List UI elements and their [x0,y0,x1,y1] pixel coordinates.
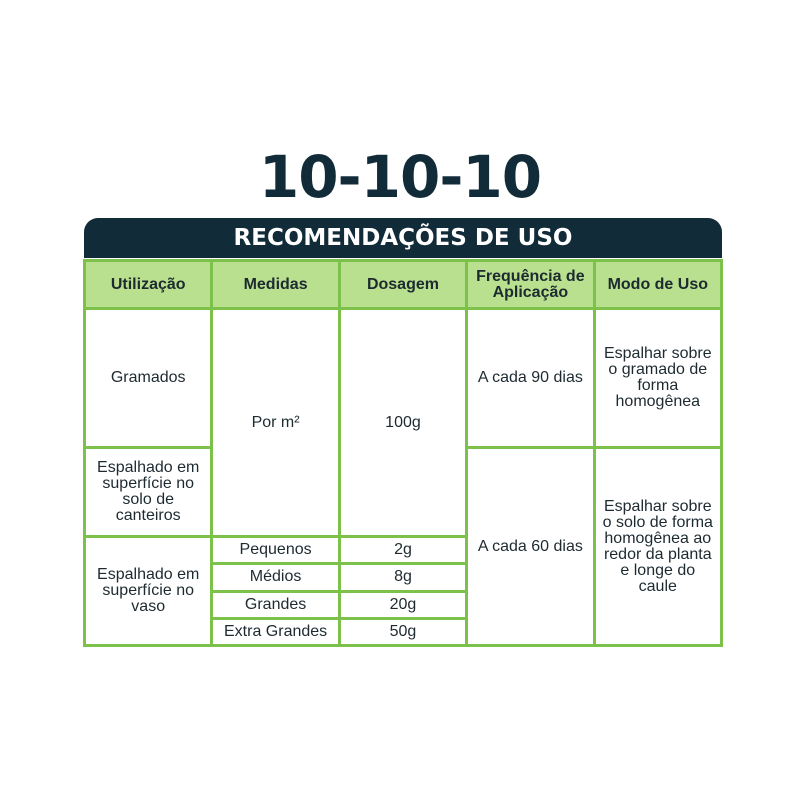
cell-pot-size: Extra Grandes [212,618,339,645]
table-row [85,309,722,448]
cell-pot-size: Grandes [212,591,339,618]
cell-gramados: Gramados [85,309,212,448]
cell-modo-vaso: Espalhar sobre o solo de forma homogênea ao redor da planta e longe do caule [594,448,721,646]
header-utilizacao: Utilização [85,261,212,309]
recommendations-table [83,259,723,647]
cell-por-m2: Por m² [212,309,339,537]
header-medidas: Medidas [212,261,339,309]
cell-pot-dose: 8g [339,564,466,591]
header-modo: Modo de Uso [594,261,721,309]
header-frequencia: Frequência de Aplicação [467,261,594,309]
page-title: 10-10-10 [258,143,542,211]
table-header-row [85,261,722,309]
cell-pot-size: Pequenos [212,537,339,564]
cell-pot-dose: 50g [339,618,466,645]
cell-freq-90: A cada 90 dias [467,309,594,448]
cell-canteiros: Espalhado em superfície no solo de canteiros [85,448,212,537]
cell-pot-size: Médios [212,564,339,591]
cell-modo-gramado: Espalhar sobre o gramado de forma homogênea [594,309,721,448]
section-banner: RECOMENDAÇÕES DE USO [84,218,722,258]
cell-pot-dose: 2g [339,537,466,564]
cell-pot-dose: 20g [339,591,466,618]
cell-dose-100g: 100g [339,309,466,537]
cell-vaso: Espalhado em superfície no vaso [85,537,212,646]
header-dosagem: Dosagem [339,261,466,309]
cell-freq-60: A cada 60 dias [467,448,594,646]
